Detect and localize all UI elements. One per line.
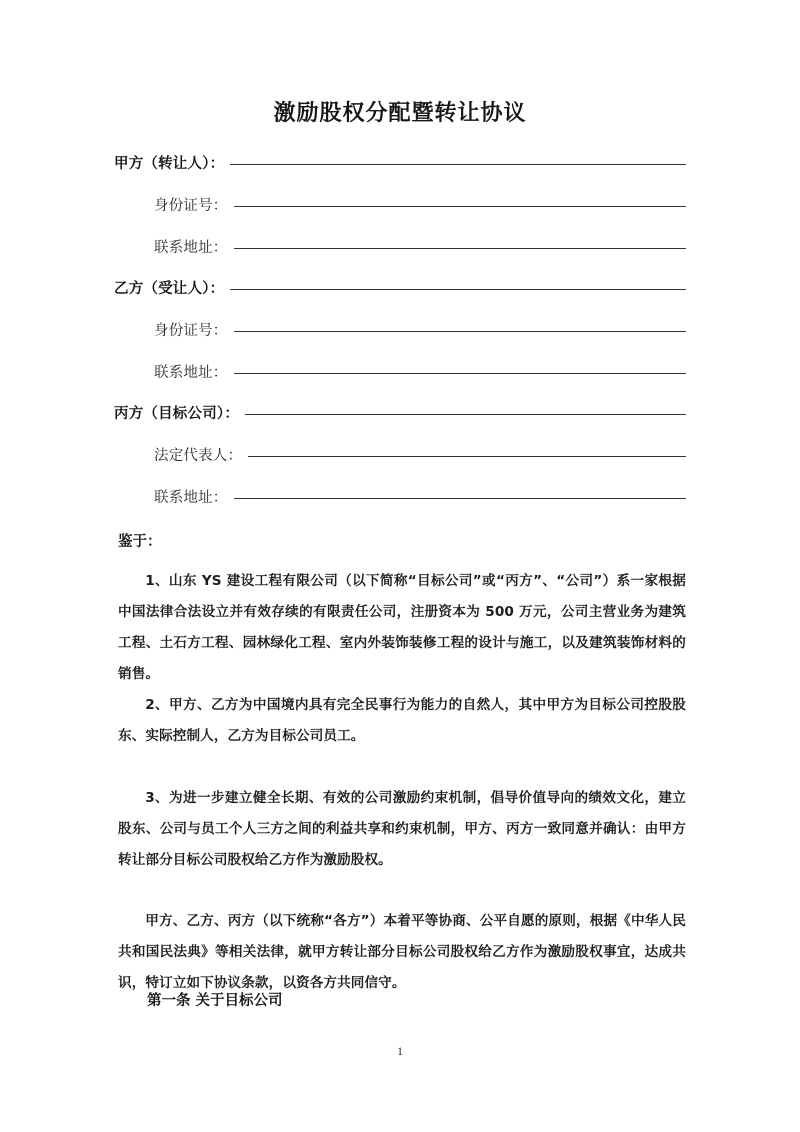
field-label-jia-address: 联系地址：: [154, 240, 228, 256]
field-line-bing-legal-rep[interactable]: [248, 456, 686, 457]
field-label-bing-address: 联系地址：: [154, 490, 228, 506]
field-label-yi-id: 身份证号：: [154, 323, 228, 339]
field-line-bing-name[interactable]: [245, 414, 686, 415]
field-row-bing-name: [114, 402, 686, 444]
field-label-yi-address: 联系地址：: [154, 365, 228, 381]
field-row-bing-address: [114, 486, 686, 528]
field-line-yi-id[interactable]: [234, 331, 687, 332]
party-block-jia: [114, 152, 686, 278]
page-number: 1: [397, 1044, 403, 1058]
field-row-jia-address: [114, 236, 686, 278]
party-block-bing: [114, 402, 686, 528]
recital-paragraph-4: 甲方、乙方、丙方（以下统称“各方”）本着平等协商、公平自愿的原则，根据《中华人民共和国民法典》等相关法律，就甲方转让部分目标公司股权给乙方作为激励股权事宜，达成共识，特订立如下协议条款，以资各方共同信守。: [118, 913, 686, 991]
field-line-jia-address[interactable]: [234, 248, 687, 249]
field-label-bing-name: 丙方（目标公司）：: [114, 406, 240, 422]
field-label-jia-id: 身份证号：: [154, 198, 228, 214]
field-line-yi-name[interactable]: [230, 289, 686, 290]
field-row-bing-legal-rep: [114, 444, 686, 486]
field-line-jia-id[interactable]: [234, 206, 687, 207]
field-label-jia-name: 甲方（转让人）：: [114, 156, 225, 172]
field-row-yi-id: [114, 319, 686, 361]
field-line-jia-name[interactable]: [230, 164, 686, 165]
field-line-bing-address[interactable]: [234, 498, 687, 499]
recital-paragraph-1: 1、山东 YS 建设工程有限公司（以下简称“目标公司”或“丙方”、“公司”）系一家根据中国法律合法设立并有效存续的有限责任公司，注册资本为 500 万元，公司主营业务为建筑工程、土石方工程、园林绿化工程、室内外装饰装修工程的设计与施工，以及建筑装饰材料的销售。: [118, 573, 686, 682]
party-block-yi: [114, 277, 686, 403]
field-line-yi-address[interactable]: [234, 373, 687, 374]
field-row-yi-address: [114, 361, 686, 403]
recital-paragraph-3: 3、为进一步建立健全长期、有效的公司激励约束机制，倡导价值导向的绩效文化，建立股东、公司与员工个人三方之间的利益共享和约束机制，甲方、丙方一致同意并确认：由甲方转让部分目标公司股权给乙方作为激励股权。: [118, 790, 686, 868]
field-row-yi-name: [114, 277, 686, 319]
field-row-jia-name: [114, 152, 686, 194]
page-title: 激励股权分配暨转让协议: [273, 101, 527, 126]
field-label-bing-legal-rep: 法定代表人：: [154, 448, 243, 464]
field-row-jia-id: [114, 194, 686, 236]
clause-heading-1: 第一条 关于目标公司: [147, 993, 283, 1009]
field-label-yi-name: 乙方（受让人）：: [114, 281, 225, 297]
recitals-heading: 鉴于：: [118, 534, 162, 550]
recital-paragraph-2: 2、甲方、乙方为中国境内具有完全民事行为能力的自然人，其中甲方为目标公司控股股东、实际控制人，乙方为目标公司员工。: [118, 697, 686, 744]
